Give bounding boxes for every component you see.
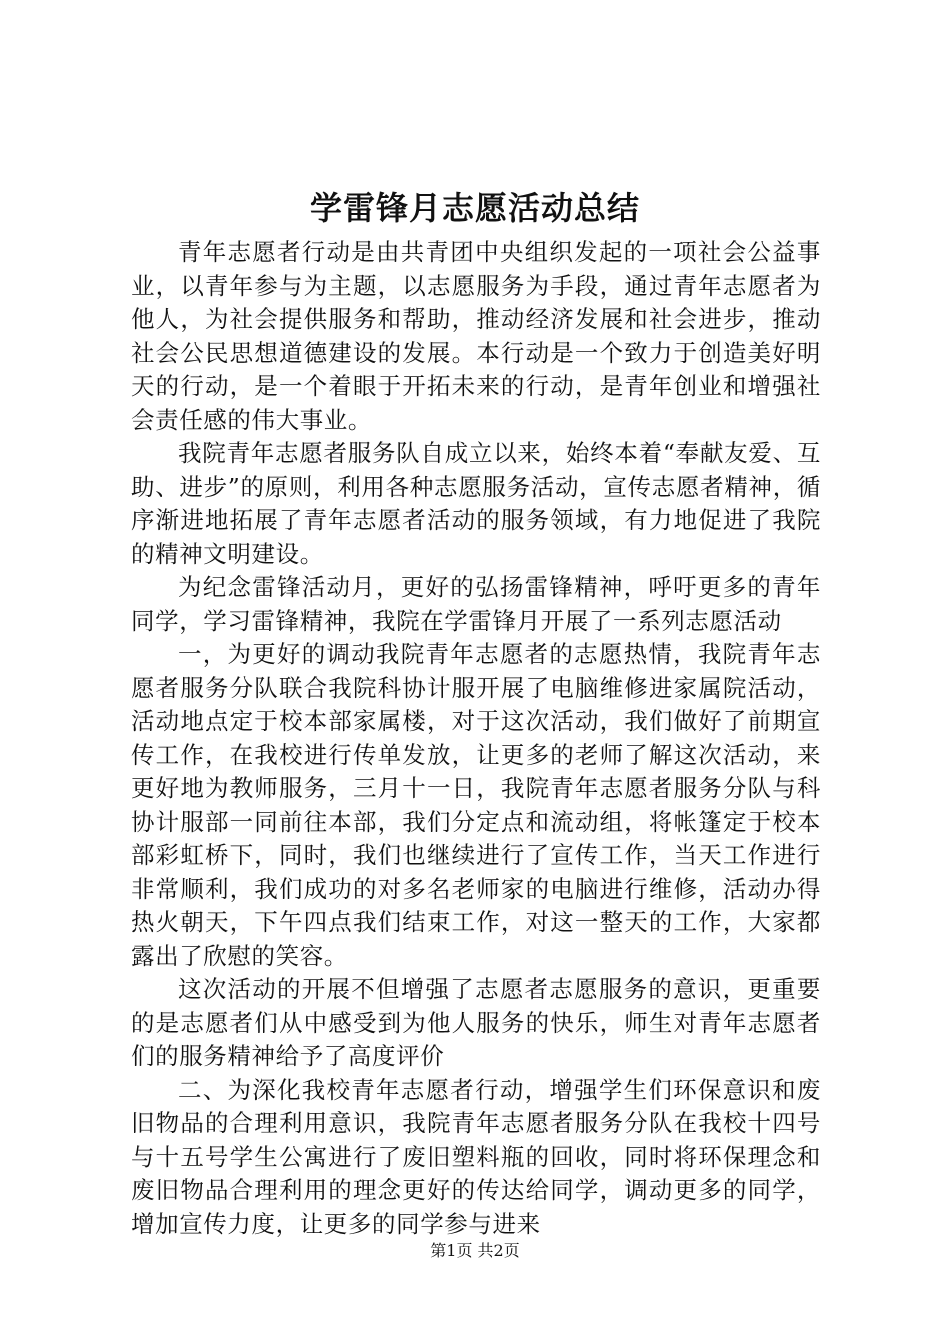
paragraph-intro: 青年志愿者行动是由共青团中央组织发起的一项社会公益事业，以青年参与为主题，以志愿服务为手段，通过青年志愿者为他人，为社会提供服务和帮助，推动经济发展和社会进步，推动社会公民思想道德建设的发展。本行动是一个致力于创造美好明天的行动，是一个着眼于开拓未来的行动，是青年创业和增强社会责任感的伟大事业。 bbox=[131, 238, 821, 434]
paragraph-lei-feng-month: 为纪念雷锋活动月，更好的弘扬雷锋精神，呼吁更多的青年同学，学习雷锋精神，我院在学雷锋月开展了一系列志愿活动 bbox=[131, 573, 821, 635]
document-title: 学雷锋月志愿活动总结 bbox=[309, 189, 640, 227]
paragraph-team-background: 我院青年志愿者服务队自成立以来，始终本着“奉献友爱、互助、进步”的原则，利用各种志愿服务活动，宣传志愿者精神，循序渐进地拓展了青年志愿者活动的服务领域，有力地促进了我院的精神文明建设。 bbox=[131, 439, 821, 568]
paragraph-activity-two: 二、为深化我校青年志愿者行动，增强学生们环保意识和废旧物品的合理利用意识，我院青年志愿者服务分队在我校十四号与十五号学生公寓进行了废旧塑料瓶的回收，同时将环保理念和废旧物品合理利用的理念更好的传达给同学，调动更多的同学，增加宣传力度，让更多的同学参与进来 bbox=[131, 1075, 821, 1238]
paragraph-activity-one-result: 这次活动的开展不但增强了志愿者志愿服务的意识，更重要的是志愿者们从中感受到为他人服务的快乐，师生对青年志愿者们的服务精神给予了高度评价 bbox=[131, 975, 821, 1070]
paragraph-activity-one: 一，为更好的调动我院青年志愿者的志愿热情，我院青年志愿者服务分队联合我院科协计服开展了电脑维修进家属院活动，活动地点定于校本部家属楼，对于这次活动，我们做好了前期宣传工作，在我校进行传单发放，让更多的老师了解这次活动，来更好地为教师服务，三月十一日，我院青年志愿者服务分队与科协计服部一同前往本部，我们分定点和流动组，将帐篷定于校本部彩虹桥下，同时，我们也继续进行了宣传工作，当天工作进行非常顺利，我们成功的对多名老师家的电脑进行维修，活动办得热火朝天，下午四点我们结束工作，对这一整天的工作，大家都露出了欣慰的笑容。 bbox=[131, 640, 821, 970]
page-footer: 第1页 共2页 bbox=[430, 1241, 520, 1260]
document-body bbox=[131, 236, 821, 1241]
